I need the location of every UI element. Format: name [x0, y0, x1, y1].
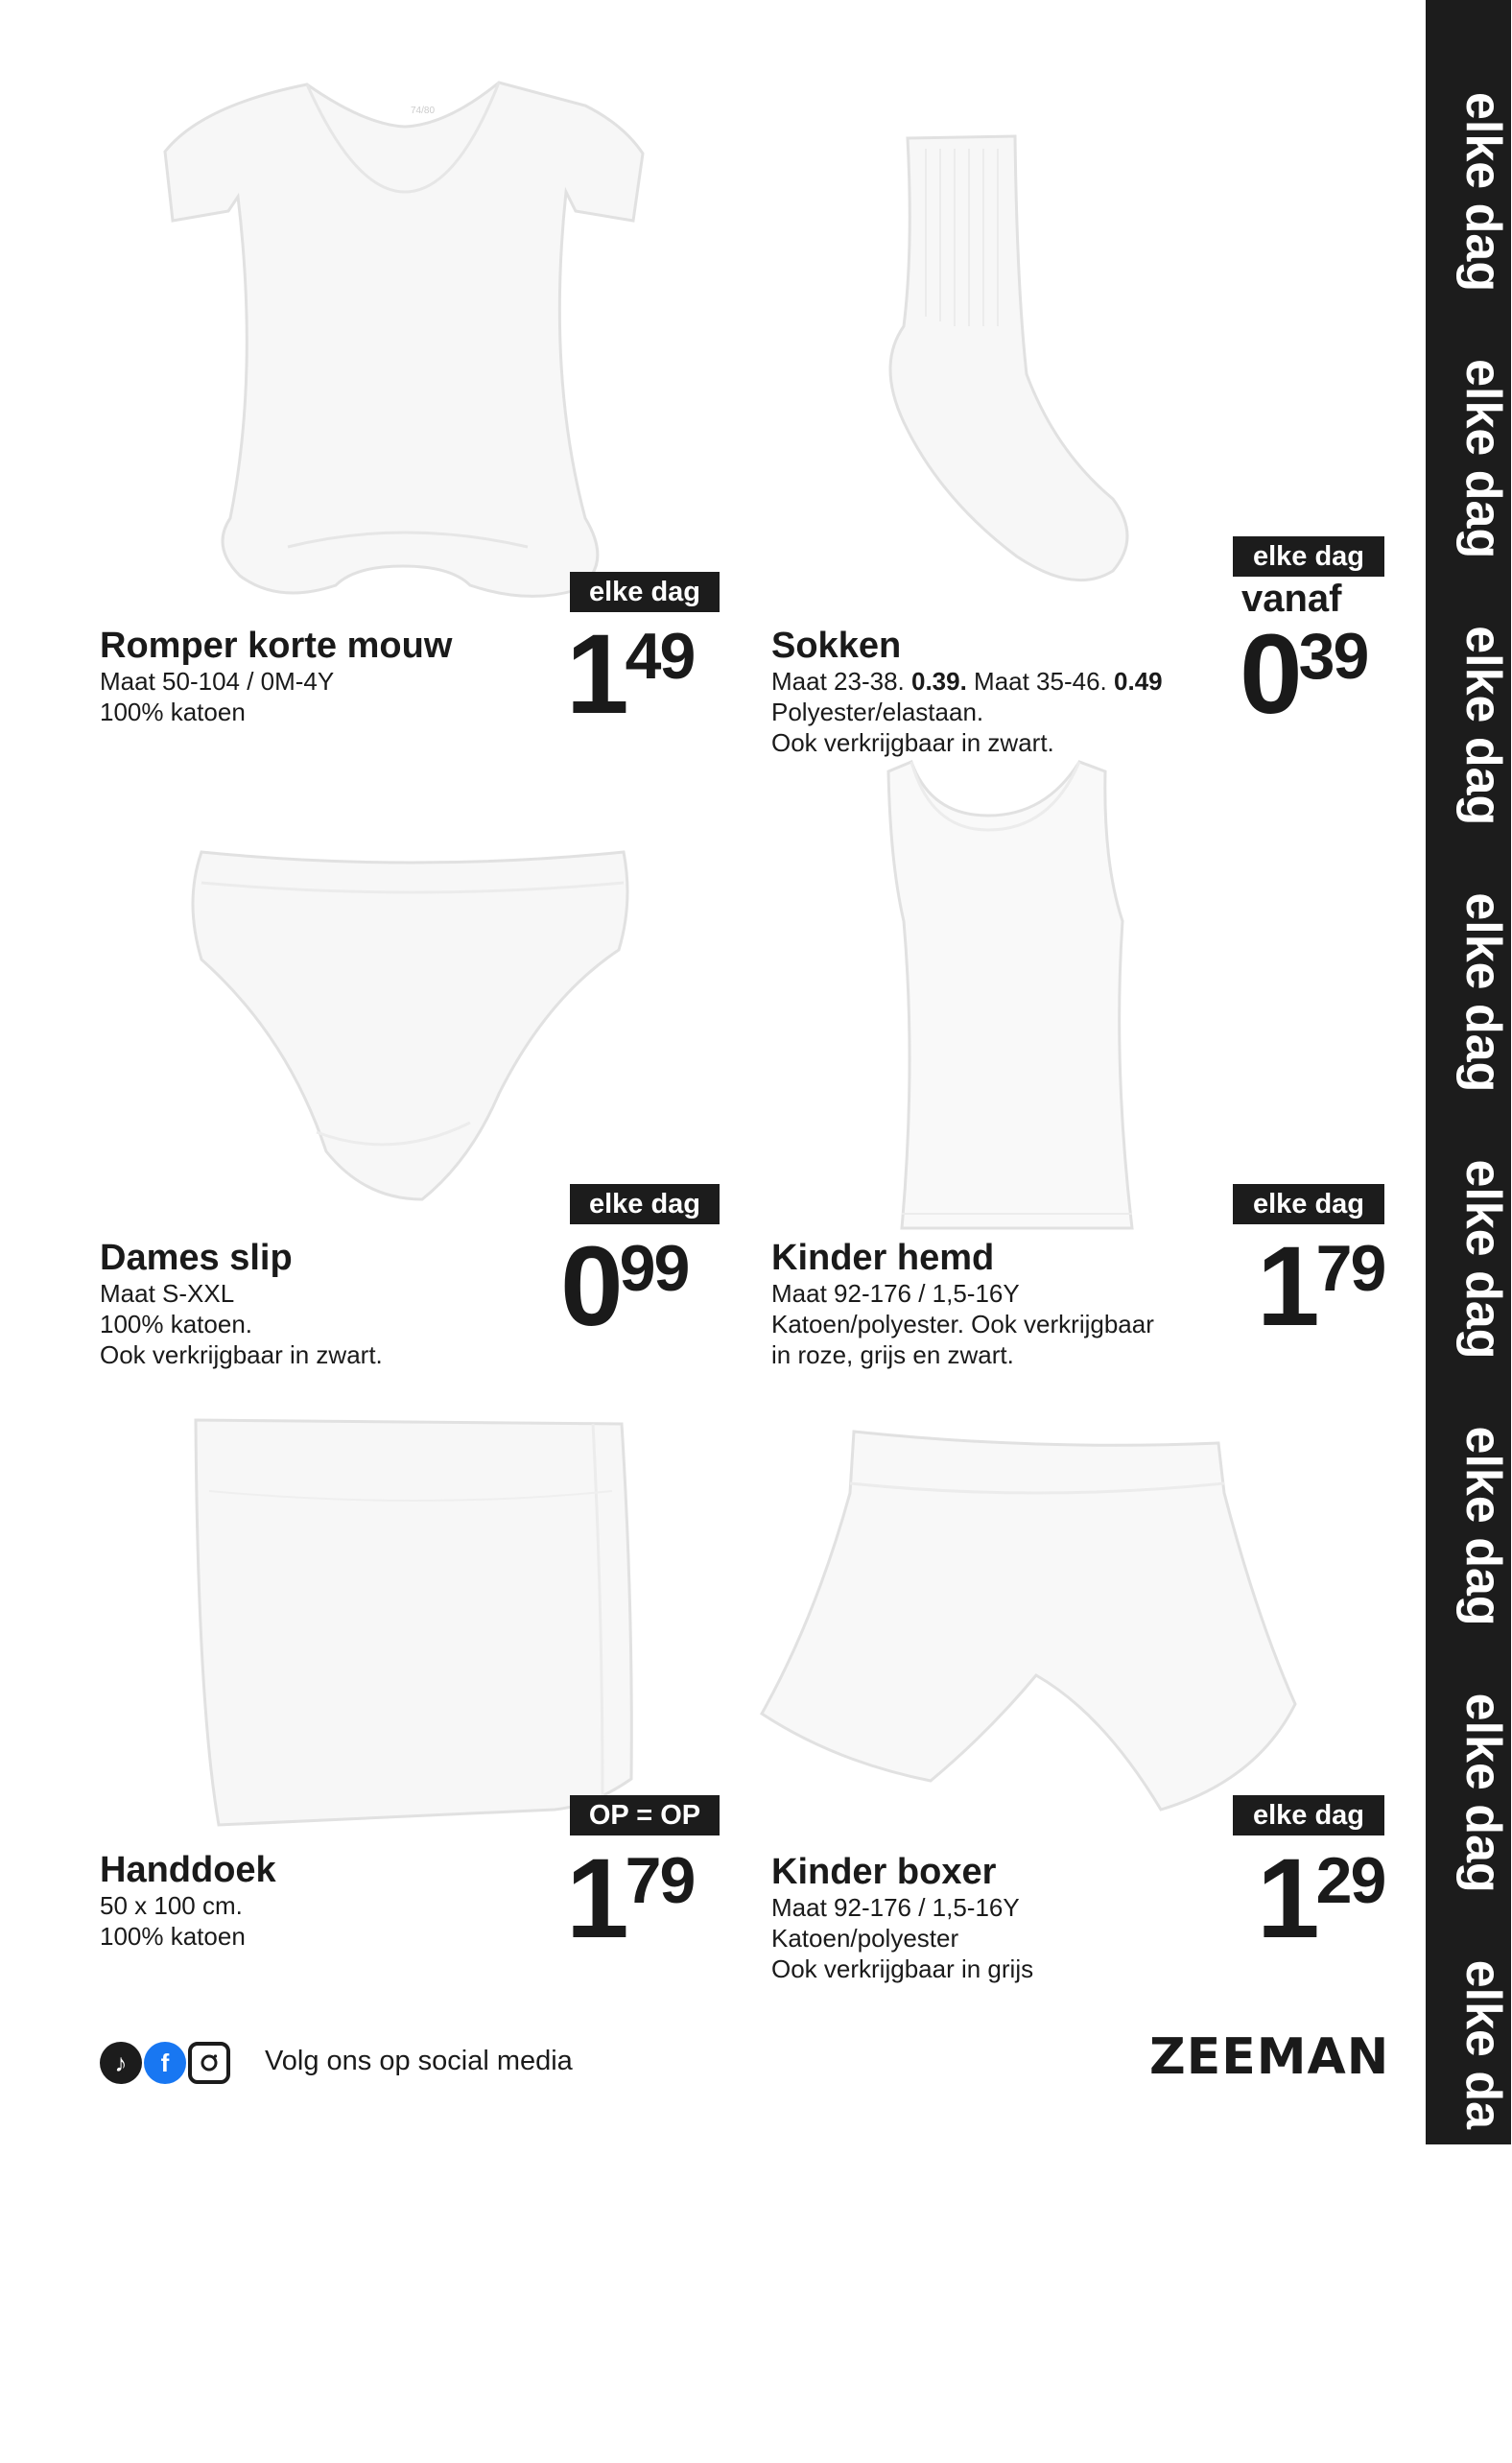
- description-line: Katoen/polyester. Ook verkrijgbaar: [771, 1310, 1154, 1338]
- strip-label: elke dag: [1455, 626, 1511, 826]
- zeeman-logo: ZEEMAN: [1149, 2028, 1390, 2086]
- description-line: 100% katoen: [100, 1922, 246, 1951]
- product-title: Kinder hemd: [771, 1238, 995, 1278]
- description-line: Ook verkrijgbaar in grijs: [771, 1954, 1034, 1983]
- price-main: 0: [1240, 611, 1299, 738]
- instagram-icon[interactable]: [188, 2042, 230, 2084]
- strip-label: elke dag: [1455, 1159, 1511, 1360]
- romper-image: [163, 67, 652, 604]
- strip-label: elke dag: [1455, 1693, 1511, 1893]
- price-cents: 99: [619, 1232, 689, 1305]
- price-cents: 79: [625, 1844, 695, 1917]
- product-description: [771, 1892, 1033, 1984]
- description-line: 100% katoen.: [100, 1310, 253, 1338]
- description-line: in roze, grijs en zwart.: [771, 1340, 1014, 1369]
- price-main: 1: [566, 1835, 626, 1962]
- price-cents: 79: [1315, 1232, 1385, 1305]
- product-description: [771, 1278, 1154, 1370]
- side-strip: [1426, 0, 1511, 2397]
- towel-image: [190, 1414, 641, 1827]
- price-main: 1: [566, 611, 626, 738]
- product-description: [100, 666, 334, 727]
- vanaf-label: vanaf: [1241, 578, 1342, 620]
- strip-label: elke dag: [1455, 2196, 1511, 2397]
- product-title: Handdoek: [100, 1850, 276, 1890]
- product-title: Kinder boxer: [771, 1852, 997, 1892]
- price-main: 1: [1257, 1835, 1316, 1962]
- price: [1240, 611, 1368, 738]
- price-cents: 29: [1315, 1844, 1385, 1917]
- product-description: [100, 1278, 383, 1370]
- product-title: Dames slip: [100, 1238, 293, 1278]
- price-main: 0: [560, 1223, 620, 1350]
- product-title: Sokken: [771, 626, 902, 666]
- boxer-image: [758, 1426, 1295, 1819]
- strip-label: elke dag: [1455, 1426, 1511, 1626]
- size-label: 74/80: [411, 106, 436, 116]
- tiktok-icon[interactable]: ♪: [100, 2042, 142, 2084]
- price: [1257, 1223, 1385, 1350]
- price-tag: elke dag: [570, 1184, 720, 1224]
- briefs-image: [182, 844, 643, 1209]
- size-price: 0.39.: [910, 667, 967, 696]
- description-line: Polyester/elastaan.: [771, 698, 984, 726]
- price: [1257, 1835, 1385, 1962]
- product-title: Romper korte mouw: [100, 626, 453, 666]
- price-tag: OP = OP: [570, 1795, 720, 1835]
- description-line: Ook verkrijgbaar in zwart.: [100, 1340, 383, 1369]
- price-tag: elke dag: [1233, 1184, 1384, 1224]
- price: [560, 1223, 689, 1350]
- price-main: 1: [1257, 1223, 1316, 1350]
- price: [566, 1835, 695, 1962]
- facebook-icon[interactable]: f: [144, 2042, 186, 2084]
- description-line: [771, 666, 1163, 697]
- description-line: 50 x 100 cm.: [100, 1891, 243, 1920]
- price-tag: elke dag: [1233, 1795, 1384, 1835]
- sock-image: [883, 134, 1142, 585]
- size-price: 0.49: [1114, 667, 1163, 696]
- description-line: 100% katoen: [100, 698, 246, 726]
- product-description: [100, 1890, 246, 1952]
- price-tag: elke dag: [1233, 536, 1384, 577]
- social-icons: [100, 2042, 230, 2084]
- strip-label: elke da: [1455, 1959, 1511, 2130]
- price: [566, 611, 695, 738]
- description-line: Maat 50-104 / 0M-4Y: [100, 667, 335, 696]
- description-line: Maat 92-176 / 1,5-16Y: [771, 1893, 1020, 1922]
- description-line: Ook verkrijgbaar in zwart.: [771, 728, 1054, 757]
- price-cents: 49: [625, 620, 695, 693]
- strip-label: elke dag: [1455, 892, 1511, 1093]
- strip-text: [1454, 92, 1512, 2397]
- size-text: Maat 23-38.: [771, 667, 911, 696]
- description-line: Katoen/polyester: [771, 1924, 959, 1953]
- size-text: Maat 35-46.: [966, 667, 1115, 696]
- strip-label: elke dag: [1455, 359, 1511, 559]
- price-cents: 39: [1298, 620, 1368, 693]
- description-line: Maat 92-176 / 1,5-16Y: [771, 1279, 1020, 1308]
- price-tag: elke dag: [570, 572, 720, 612]
- strip-label: elke dag: [1455, 92, 1511, 293]
- description-line: Maat S-XXL: [100, 1279, 235, 1308]
- tank-top-image: [883, 758, 1142, 1238]
- product-description: [771, 666, 1163, 758]
- social-media-text: Volg ons op social media: [265, 2046, 573, 2076]
